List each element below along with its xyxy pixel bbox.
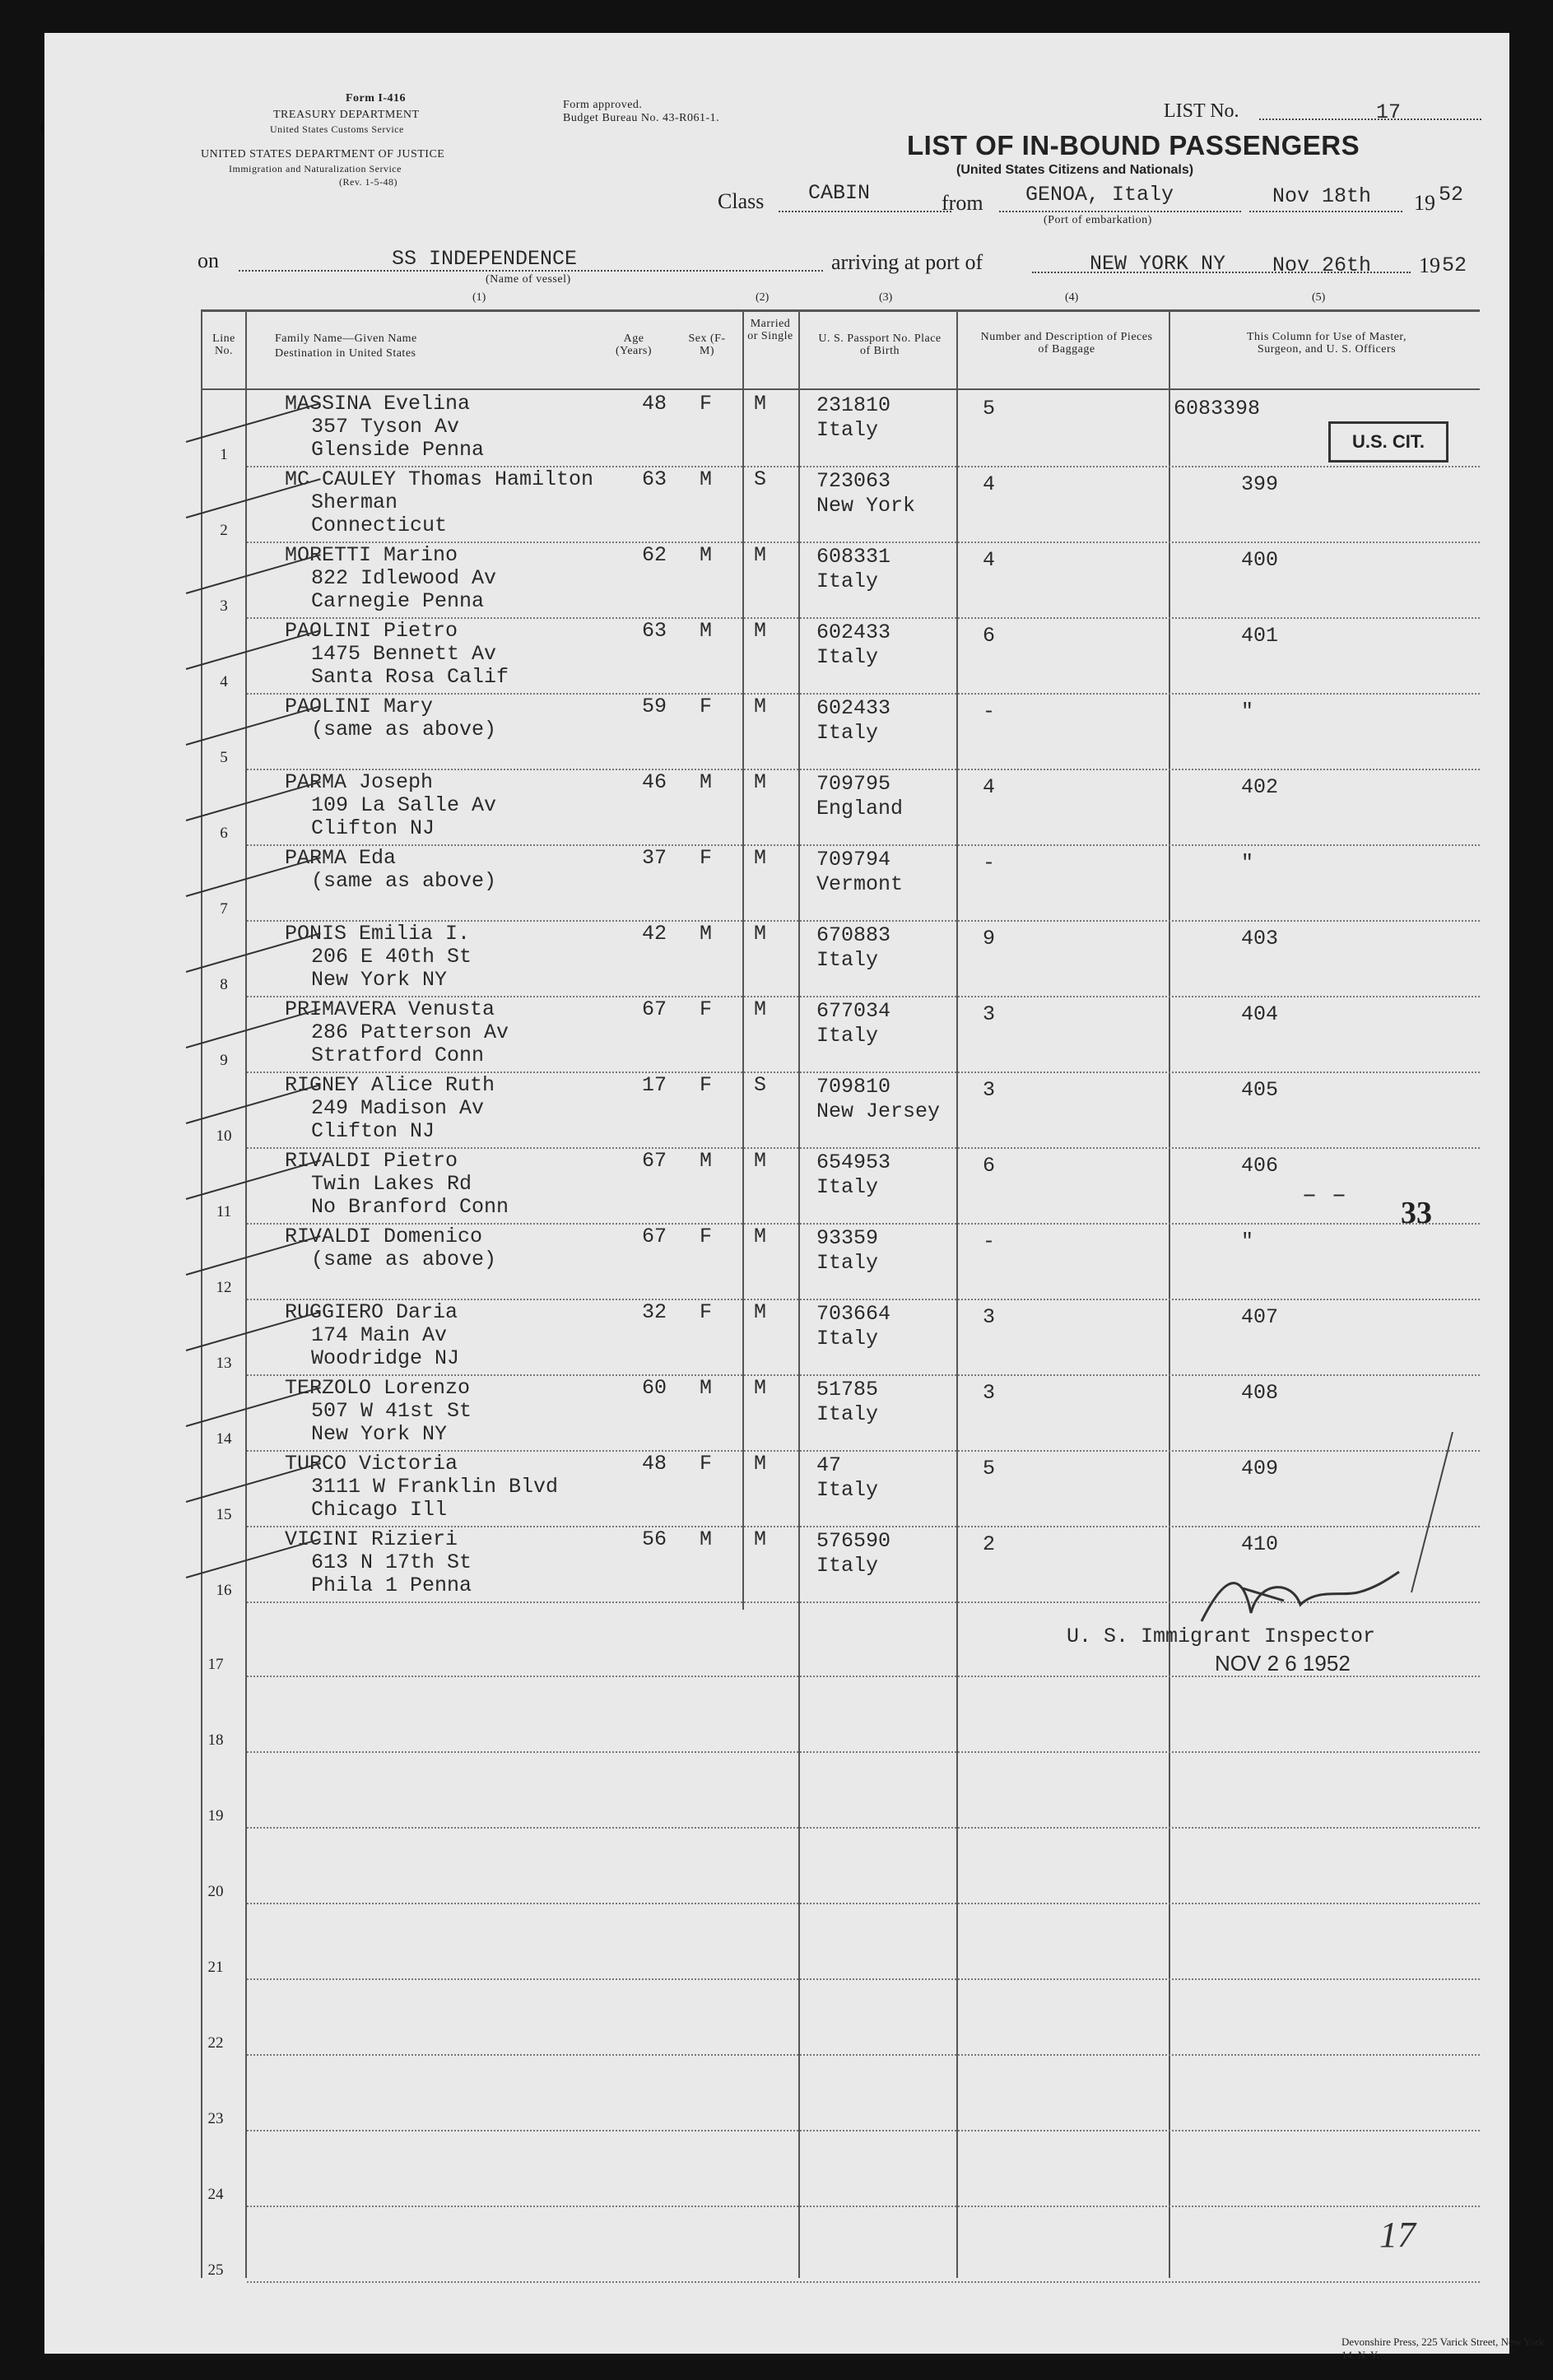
officer-number: " bbox=[1241, 1230, 1254, 1253]
place-of-birth: Vermont bbox=[816, 872, 904, 896]
passenger-age: 63 bbox=[642, 467, 667, 491]
place-of-birth: New Jersey bbox=[816, 1099, 941, 1123]
row-separator bbox=[247, 2206, 1480, 2207]
passenger-age: 37 bbox=[642, 846, 667, 870]
header-married: Married or Single bbox=[747, 318, 793, 342]
passenger-age: 67 bbox=[642, 1149, 667, 1173]
passenger-sex: M bbox=[700, 770, 713, 794]
passport-number: 231810 bbox=[816, 393, 891, 417]
passenger-address-1: (same as above) bbox=[311, 869, 497, 893]
baggage-count: 3 bbox=[983, 1381, 996, 1405]
baggage-count: 5 bbox=[983, 397, 996, 421]
officer-number: 402 bbox=[1241, 775, 1279, 799]
passenger-name: PAOLINI Mary bbox=[285, 695, 434, 718]
passenger-address-1: 507 W 41st St bbox=[311, 1399, 472, 1423]
line-number: 22 bbox=[207, 2034, 224, 2052]
line-number: 8 bbox=[220, 976, 228, 993]
page-title: LIST OF IN-BOUND PASSENGERS bbox=[907, 130, 1360, 160]
officer-number: 399 bbox=[1241, 472, 1279, 496]
place-of-birth: Italy bbox=[816, 1327, 879, 1350]
on-label: on bbox=[198, 249, 219, 272]
officer-number: 404 bbox=[1241, 1002, 1279, 1026]
line-number: 9 bbox=[220, 1052, 228, 1069]
list-number-label: LIST No. bbox=[1164, 100, 1239, 122]
place-of-birth: Italy bbox=[816, 721, 879, 745]
row-separator bbox=[247, 844, 1480, 846]
treasury-dept: TREASURY DEPARTMENT bbox=[273, 109, 420, 121]
inspector-date: NOV 2 6 1952 bbox=[1215, 1651, 1351, 1676]
passenger-age: 63 bbox=[642, 619, 667, 643]
passport-number: 576590 bbox=[816, 1529, 891, 1553]
passenger-marital: M bbox=[754, 1300, 767, 1324]
place-of-birth: Italy bbox=[816, 1554, 879, 1578]
passenger-marital: M bbox=[754, 1149, 767, 1173]
baggage-count: 3 bbox=[983, 1002, 996, 1026]
header-age: Age (Years) bbox=[615, 332, 653, 357]
passenger-age: 62 bbox=[642, 543, 667, 567]
officer-number: 6083398 bbox=[1174, 397, 1261, 421]
line-number: 15 bbox=[216, 1506, 232, 1523]
passenger-sex: M bbox=[700, 1376, 713, 1400]
table-top-rule bbox=[201, 309, 1480, 312]
line-number: 20 bbox=[207, 1883, 224, 1900]
passenger-address-1: 249 Madison Av bbox=[311, 1096, 485, 1120]
embark-date: Nov 18th bbox=[1272, 184, 1372, 208]
header-passport: U. S. Passport No. Place of Birth bbox=[818, 332, 942, 357]
line-number: 10 bbox=[216, 1127, 232, 1145]
passenger-name: VICINI Rizieri bbox=[285, 1527, 458, 1551]
passenger-address-1: 206 E 40th St bbox=[311, 945, 472, 969]
passenger-name: RIGNEY Alice Ruth bbox=[285, 1073, 495, 1097]
place-of-birth: Italy bbox=[816, 418, 879, 442]
passenger-address-1: 286 Patterson Av bbox=[311, 1020, 509, 1044]
passenger-address-2: Clifton NJ bbox=[311, 1119, 435, 1143]
customs-service: United States Customs Service bbox=[270, 123, 404, 135]
passenger-name: TERZOLO Lorenzo bbox=[285, 1376, 471, 1400]
officer-number: 408 bbox=[1241, 1381, 1279, 1405]
baggage-count: 4 bbox=[983, 472, 996, 496]
officer-number: 405 bbox=[1241, 1078, 1279, 1102]
passenger-address-1: Sherman bbox=[311, 490, 398, 514]
passenger-age: 32 bbox=[642, 1300, 667, 1324]
justice-dept: UNITED STATES DEPARTMENT OF JUSTICE bbox=[201, 148, 445, 160]
passport-number: 709794 bbox=[816, 848, 891, 872]
place-of-birth: Italy bbox=[816, 1251, 879, 1275]
baggage-count: 3 bbox=[983, 1078, 996, 1102]
class-label: Class bbox=[718, 189, 765, 213]
manifest-sheet bbox=[44, 33, 1509, 2354]
officer-number: 407 bbox=[1241, 1305, 1279, 1329]
passenger-marital: M bbox=[754, 543, 767, 567]
passenger-address-2: New York NY bbox=[311, 1422, 448, 1446]
line-number: 6 bbox=[220, 825, 228, 842]
margin-count: 33 bbox=[1401, 1196, 1432, 1230]
form-approved: Form approved. bbox=[563, 99, 643, 111]
passport-number: 93359 bbox=[816, 1226, 879, 1250]
officer-number: " bbox=[1241, 700, 1254, 723]
line-number: 3 bbox=[220, 597, 228, 615]
arrival-date: Nov 26th bbox=[1272, 253, 1372, 277]
header-officers: This Column for Use of Master, Surgeon, and U. S. Officers bbox=[1246, 331, 1407, 356]
list-number-value: 17 bbox=[1376, 100, 1402, 124]
place-of-birth: Italy bbox=[816, 948, 879, 972]
passenger-sex: F bbox=[700, 1073, 713, 1097]
passenger-marital: S bbox=[754, 467, 767, 491]
passenger-address-2: Connecticut bbox=[311, 514, 448, 537]
passport-number: 654953 bbox=[816, 1150, 891, 1174]
passport-number: 608331 bbox=[816, 545, 891, 569]
baggage-count: 2 bbox=[983, 1532, 996, 1556]
baggage-left-rule bbox=[956, 309, 958, 2278]
officer-left-rule bbox=[1169, 309, 1170, 2278]
inspector-title: U. S. Immigrant Inspector bbox=[1067, 1625, 1376, 1648]
passport-left-rule bbox=[798, 309, 800, 2278]
passenger-sex: F bbox=[700, 392, 713, 416]
line-number: 11 bbox=[216, 1203, 232, 1220]
passenger-address-1: 109 La Salle Av bbox=[311, 793, 497, 817]
passenger-address-2: Chicago Ill bbox=[311, 1498, 448, 1522]
passenger-marital: M bbox=[754, 1452, 767, 1476]
column-number: (3) bbox=[879, 291, 893, 304]
arriving-label: arriving at port of bbox=[831, 250, 983, 274]
arrival-year-prefix: 19 bbox=[1419, 253, 1440, 277]
column-number: (1) bbox=[472, 291, 486, 304]
passenger-age: 48 bbox=[642, 1452, 667, 1476]
line-number: 19 bbox=[207, 1807, 224, 1825]
line-number: 14 bbox=[216, 1430, 232, 1448]
passport-number: 47 bbox=[816, 1453, 842, 1477]
line-no-rule bbox=[245, 309, 247, 2278]
passenger-sex: M bbox=[700, 1527, 713, 1551]
class-value: CABIN bbox=[808, 181, 871, 205]
passenger-address-2: Carnegie Penna bbox=[311, 589, 485, 613]
passport-number: 709795 bbox=[816, 772, 891, 796]
column-number: (2) bbox=[756, 291, 770, 304]
passenger-address-2: New York NY bbox=[311, 968, 448, 992]
vessel-note: (Name of vessel) bbox=[486, 273, 571, 286]
baggage-count: - bbox=[983, 1230, 996, 1253]
header-baggage: Number and Description of Pieces of Baggage bbox=[980, 331, 1153, 356]
column-number: (4) bbox=[1065, 291, 1079, 304]
passenger-name: TURCO Victoria bbox=[285, 1452, 458, 1476]
place-of-birth: Italy bbox=[816, 569, 879, 593]
baggage-count: - bbox=[983, 700, 996, 723]
from-label: from bbox=[942, 191, 983, 215]
passenger-marital: M bbox=[754, 846, 767, 870]
passenger-age: 17 bbox=[642, 1073, 667, 1097]
married-left-rule bbox=[742, 309, 744, 1610]
budget-bureau: Budget Bureau No. 43-R061-1. bbox=[563, 112, 720, 124]
passenger-sex: F bbox=[700, 1452, 713, 1476]
passenger-address-1: 357 Tyson Av bbox=[311, 415, 460, 439]
baggage-count: 4 bbox=[983, 548, 996, 572]
passenger-age: 46 bbox=[642, 770, 667, 794]
row-separator bbox=[247, 2281, 1480, 2283]
header-name: Family Name—Given Name bbox=[275, 332, 417, 345]
passenger-name: PARMA Joseph bbox=[285, 770, 434, 794]
line-number: 13 bbox=[216, 1355, 232, 1372]
printer-credit: Devonshire Press, 225 Varick Street, New York 14, N. Y. bbox=[1341, 2336, 1545, 2361]
line-number: 24 bbox=[207, 2186, 224, 2203]
row-separator bbox=[247, 1903, 1480, 1904]
line-number: 17 bbox=[207, 1656, 224, 1673]
baggage-count: - bbox=[983, 851, 996, 875]
form-number: Form I-416 bbox=[346, 92, 407, 105]
passenger-name: RUGGIERO Daria bbox=[285, 1300, 458, 1324]
passenger-age: 59 bbox=[642, 695, 667, 718]
passenger-marital: M bbox=[754, 695, 767, 718]
passenger-sex: F bbox=[700, 846, 713, 870]
passenger-marital: M bbox=[754, 997, 767, 1021]
passenger-address-1: 174 Main Av bbox=[311, 1323, 448, 1347]
baggage-count: 4 bbox=[983, 775, 996, 799]
inspector-signature bbox=[1193, 1564, 1407, 1638]
passenger-name: PONIS Emilia I. bbox=[285, 922, 471, 946]
header-line-no: Line No. bbox=[212, 332, 235, 357]
table-left-rule bbox=[201, 309, 202, 2278]
passport-number: 709810 bbox=[816, 1075, 891, 1099]
passenger-sex: M bbox=[700, 922, 713, 946]
place-of-birth: Italy bbox=[816, 645, 879, 669]
line-number: 7 bbox=[220, 900, 228, 918]
passenger-age: 48 bbox=[642, 392, 667, 416]
passenger-sex: M bbox=[700, 543, 713, 567]
passenger-sex: M bbox=[700, 467, 713, 491]
passenger-name: RIVALDI Domenico bbox=[285, 1225, 483, 1248]
passenger-address-1: 1475 Bennett Av bbox=[311, 642, 497, 666]
baggage-count: 9 bbox=[983, 927, 996, 951]
passenger-sex: F bbox=[700, 997, 713, 1021]
line-number: 1 bbox=[220, 446, 228, 463]
passenger-name: PARMA Eda bbox=[285, 846, 397, 870]
embark-year-prefix: 19 bbox=[1414, 191, 1435, 215]
place-of-birth: New York bbox=[816, 494, 916, 518]
line-number: 23 bbox=[207, 2110, 224, 2127]
passenger-marital: S bbox=[754, 1073, 767, 1097]
place-of-birth: Italy bbox=[816, 1402, 879, 1426]
passenger-sex: M bbox=[700, 619, 713, 643]
passenger-marital: M bbox=[754, 619, 767, 643]
line-number: 12 bbox=[216, 1279, 232, 1296]
place-of-birth: England bbox=[816, 797, 904, 820]
margin-dash: – – bbox=[1302, 1182, 1347, 1210]
passenger-address-1: (same as above) bbox=[311, 1248, 497, 1271]
passenger-address-2: Santa Rosa Calif bbox=[311, 665, 509, 689]
passenger-address-2: Stratford Conn bbox=[311, 1044, 485, 1067]
line-number: 21 bbox=[207, 1959, 224, 1976]
passenger-name: PAOLINI Pietro bbox=[285, 619, 458, 643]
passport-number: 677034 bbox=[816, 999, 891, 1023]
citizen-stamp: U.S. CIT. bbox=[1328, 421, 1448, 463]
column-number: (5) bbox=[1312, 291, 1326, 304]
passenger-age: 67 bbox=[642, 997, 667, 1021]
passenger-name: MASSINA Evelina bbox=[285, 392, 471, 416]
passenger-age: 42 bbox=[642, 922, 667, 946]
passport-number: 51785 bbox=[816, 1378, 879, 1402]
passport-number: 602433 bbox=[816, 696, 891, 720]
passport-number: 723063 bbox=[816, 469, 891, 493]
place-of-birth: Italy bbox=[816, 1175, 879, 1199]
ins-service: Immigration and Naturalization Service bbox=[229, 163, 402, 174]
line-number: 5 bbox=[220, 749, 228, 766]
passenger-marital: M bbox=[754, 392, 767, 416]
officer-number: 410 bbox=[1241, 1532, 1279, 1556]
port-embark-note: (Port of embarkation) bbox=[1044, 214, 1152, 226]
officer-number: 409 bbox=[1241, 1457, 1279, 1481]
passenger-address-2: Woodridge NJ bbox=[311, 1346, 460, 1370]
passenger-age: 67 bbox=[642, 1225, 667, 1248]
arrival-year: 52 bbox=[1442, 253, 1467, 277]
passenger-name: RIVALDI Pietro bbox=[285, 1149, 458, 1173]
place-of-birth: Italy bbox=[816, 1478, 879, 1502]
officer-number: 406 bbox=[1241, 1154, 1279, 1178]
passenger-marital: M bbox=[754, 1376, 767, 1400]
embark-year: 52 bbox=[1439, 183, 1464, 207]
baggage-count: 3 bbox=[983, 1305, 996, 1329]
passenger-marital: M bbox=[754, 922, 767, 946]
passenger-sex: M bbox=[700, 1149, 713, 1173]
place-of-birth: Italy bbox=[816, 1024, 879, 1048]
passenger-sex: F bbox=[700, 1225, 713, 1248]
row-separator bbox=[247, 2130, 1480, 2131]
arrival-port: NEW YORK NY bbox=[1090, 252, 1226, 276]
passenger-name: PRIMAVERA Venusta bbox=[285, 997, 495, 1021]
officer-number: 400 bbox=[1241, 548, 1279, 572]
passenger-address-1: 3111 W Franklin Blvd bbox=[311, 1475, 559, 1499]
passenger-name: MC CAULEY Thomas Hamilton bbox=[285, 467, 594, 491]
passenger-address-1: 613 N 17th St bbox=[311, 1550, 472, 1574]
from-value: GENOA, Italy bbox=[1025, 183, 1174, 207]
passenger-name: MORETTI Marino bbox=[285, 543, 458, 567]
passenger-sex: F bbox=[700, 695, 713, 718]
passenger-address-1: Twin Lakes Rd bbox=[311, 1172, 472, 1196]
passenger-sex: F bbox=[700, 1300, 713, 1324]
baggage-count: 5 bbox=[983, 1457, 996, 1481]
passenger-marital: M bbox=[754, 1225, 767, 1248]
baggage-count: 6 bbox=[983, 624, 996, 648]
header-destination: Destination in United States bbox=[275, 347, 416, 360]
officer-number: " bbox=[1241, 851, 1254, 875]
row-separator bbox=[247, 1978, 1480, 1980]
passenger-address-1: (same as above) bbox=[311, 718, 497, 741]
line-number: 25 bbox=[207, 2261, 224, 2279]
passport-number: 703664 bbox=[816, 1302, 891, 1326]
row-separator bbox=[247, 1751, 1480, 1753]
embark-date-line bbox=[1249, 193, 1402, 212]
row-separator bbox=[247, 1827, 1480, 1829]
passenger-address-2: Glenside Penna bbox=[311, 438, 485, 462]
passport-number: 602433 bbox=[816, 621, 891, 644]
passenger-marital: M bbox=[754, 1527, 767, 1551]
passenger-address-1: 822 Idlewood Av bbox=[311, 566, 497, 590]
passport-number: 670883 bbox=[816, 923, 891, 947]
ink-line-margin bbox=[1407, 1432, 1457, 1597]
row-separator bbox=[247, 2054, 1480, 2056]
passenger-address-2: Clifton NJ bbox=[311, 816, 435, 840]
line-number: 18 bbox=[207, 1732, 224, 1749]
line-number: 2 bbox=[220, 522, 228, 539]
header-bottom-rule bbox=[201, 388, 1480, 390]
passenger-address-2: No Branford Conn bbox=[311, 1195, 509, 1219]
passenger-age: 60 bbox=[642, 1376, 667, 1400]
passenger-age: 56 bbox=[642, 1527, 667, 1551]
vessel-name: SS INDEPENDENCE bbox=[392, 247, 578, 271]
line-number: 16 bbox=[216, 1582, 232, 1599]
officer-number: 401 bbox=[1241, 624, 1279, 648]
passenger-address-2: Phila 1 Penna bbox=[311, 1573, 472, 1597]
passenger-marital: M bbox=[754, 770, 767, 794]
form-revision: (Rev. 1-5-48) bbox=[339, 176, 398, 188]
baggage-count: 6 bbox=[983, 1154, 996, 1178]
officer-number: 403 bbox=[1241, 927, 1279, 951]
page-subtitle: (United States Citizens and Nationals) bbox=[956, 163, 1194, 177]
corner-page-number: 17 bbox=[1379, 2215, 1416, 2255]
list-number-line bbox=[1259, 102, 1481, 120]
line-number: 4 bbox=[220, 673, 228, 690]
header-sex: Sex (F-M) bbox=[688, 332, 726, 357]
